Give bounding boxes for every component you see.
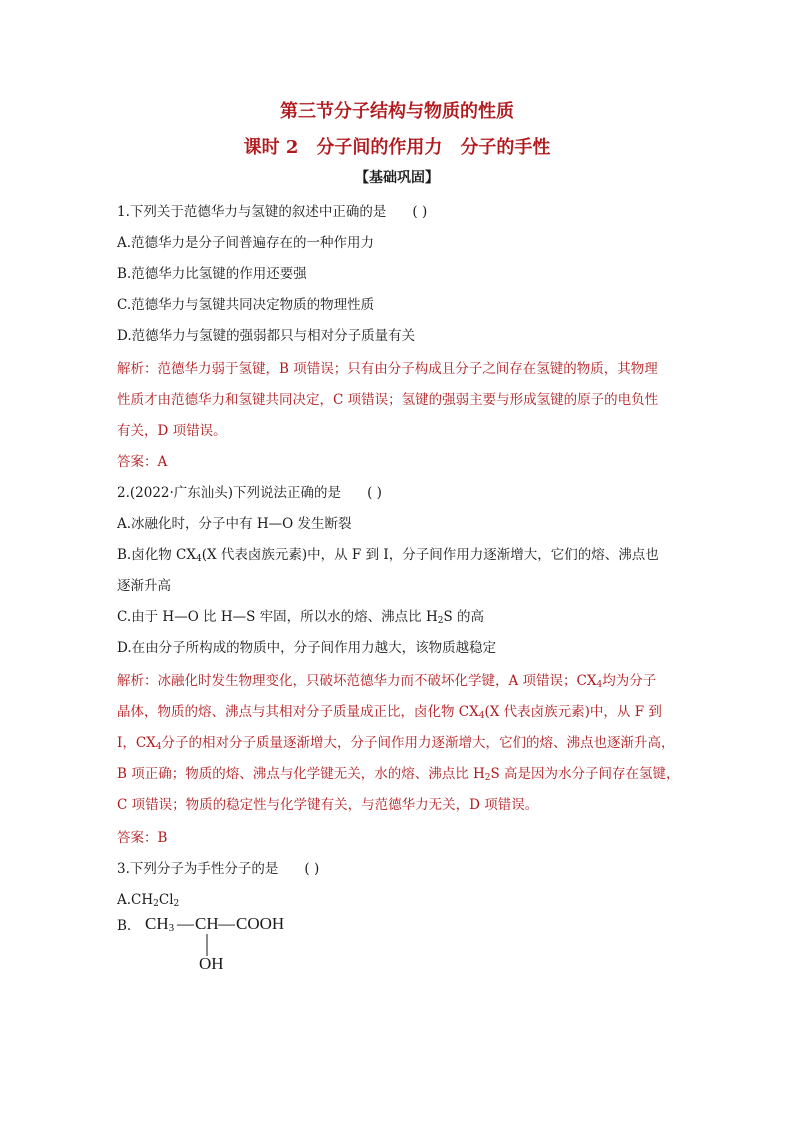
q3-optb-label: B. [117,918,132,934]
q2-option-a: A.冰融化时，分子中有 H—O 发生断裂 [117,516,352,532]
category-label: 【基础巩固】 [355,170,439,186]
q2-an3-sub: 4 [155,742,162,752]
q2-an4-b: S 高是因为水分子间存在氢键， [490,766,680,782]
q2-an1-a: 解析：冰融化时发生物理变化，只破坏范德华力而不破坏化学键，A 项错误；CX [117,673,597,689]
q1-answer [117,452,167,472]
q1-option-b: B.范德华力比氢键的作用还要强 [117,266,307,282]
q3-stem-text: 3.下列分子为手性分子的是 [117,861,279,877]
q2-optc-sub: 2 [437,616,444,626]
q2-an3-a: I，CX [117,735,156,751]
ch3-group [145,914,174,934]
q2-answer-text: 答案：B [117,830,168,846]
q2-analysis-line-5: C 项错误；物质的稳定性与化学键有关，与范德华力无关，D 项错误。 [117,797,539,813]
ch-group: CH [195,914,219,933]
q2-an2-a: 晶体，物质的熔、沸点与其相对分子质量成正比，卤化物 CX [117,704,479,720]
oh-group: OH [199,954,224,973]
q3-option-b-structure [117,912,437,982]
q1-analysis-line-3: 有关，D 项错误。 [117,423,227,439]
q3-opta-sub-1: 2 [153,899,159,909]
bond-1: — [177,914,194,933]
q2-option-b-line-2: 逐渐升高 [117,578,171,594]
q2-stem-text: 2.(2022·广东汕头)下列说法正确的是 [117,485,342,501]
lesson-title [0,133,794,159]
lesson-part2: 分子的手性 [460,137,551,158]
q2-analysis-line-3 [117,733,675,757]
q2-an4-sub: 2 [484,773,491,783]
q2-stem [117,483,382,503]
lesson-part1: 分子间的作用力 [316,137,443,158]
q2-an1-b: 均为分子 [602,673,657,689]
bond-2: — [218,914,235,933]
q2-optc-part-b: S 的高 [443,609,485,625]
section-title: 第三节分子结构与物质的性质 [280,101,514,122]
q3-opta-sub-2: 2 [173,899,180,909]
q2-an3-b: 分子的相对分子质量逐渐增大，分子间作用力逐渐增大，它们的熔、沸点也逐渐升高， [161,735,675,751]
q1-option-c: C.范德华力与氢键共同决定物质的物理性质 [117,297,375,313]
q2-optb-part-a: B.卤化物 CX [117,547,196,563]
q1-analysis-line-1: 解析：范德华力弱于氢键，B 项错误；只有由分子构成且分子之间存在氢键的物质，其物理 [117,361,658,377]
q2-answer-blank: ( ) [367,485,382,501]
q2-analysis-line-2 [117,702,662,726]
q2-optb-part-b: (X 代表卤族元素)中，从 F 到 I，分子间作用力逐渐增大，它们的熔、沸点也 [201,547,659,563]
q2-optb-sub: 4 [195,554,202,564]
vertical-bond [205,934,209,956]
q1-stem [117,202,427,222]
q1-stem-text: 1.下列关于范德华力与氢键的叙述中正确的是 [117,204,387,220]
q3-opta-part-a: A.CH [117,892,154,908]
q3-opta-part-b: Cl [158,892,174,908]
q2-an2-b: (X 代表卤族元素)中，从 F 到 [484,704,662,720]
q1-option-a: A.范德华力是分子间普遍存在的一种作用力 [117,235,375,251]
q3-answer-blank: ( ) [304,861,320,877]
q2-an1-sub: 4 [596,680,603,690]
q1-analysis-line-2: 性质才由范德华力和氢键共同决定，C 项错误；氢键的强弱主要与形成氢键的原子的电负性 [117,392,659,408]
q2-option-d: D.在由分子所构成的物质中，分子间作用力越大，该物质越稳定 [117,640,497,656]
q1-answer-text: 答案：A [117,454,168,470]
q2-analysis-line-1 [117,671,656,695]
q2-an4-a: B 项正确；物质的熔、沸点与化学键无关，水的熔、沸点比 H [117,766,485,782]
q1-answer-blank: ( ) [412,204,428,220]
q1-option-d: D.范德华力与氢键的强弱都只与相对分子质量有关 [117,328,416,344]
q2-answer [117,828,167,848]
q2-option-b-line-1 [117,545,659,569]
q3-stem [117,859,319,879]
q2-analysis-line-4 [117,764,680,788]
q2-optc-part-a: C.由于 H—O 比 H—S 牢固，所以水的熔、沸点比 H [117,609,438,625]
q3-option-a [117,890,179,914]
ch3-sub: 3 [168,922,175,934]
lesson-prefix: 课时 2 [243,137,299,158]
cooh-group: COOH [236,914,285,933]
q2-an2-sub: 4 [478,711,485,721]
q2-option-c [117,607,484,631]
ch3-text: CH [145,914,169,933]
